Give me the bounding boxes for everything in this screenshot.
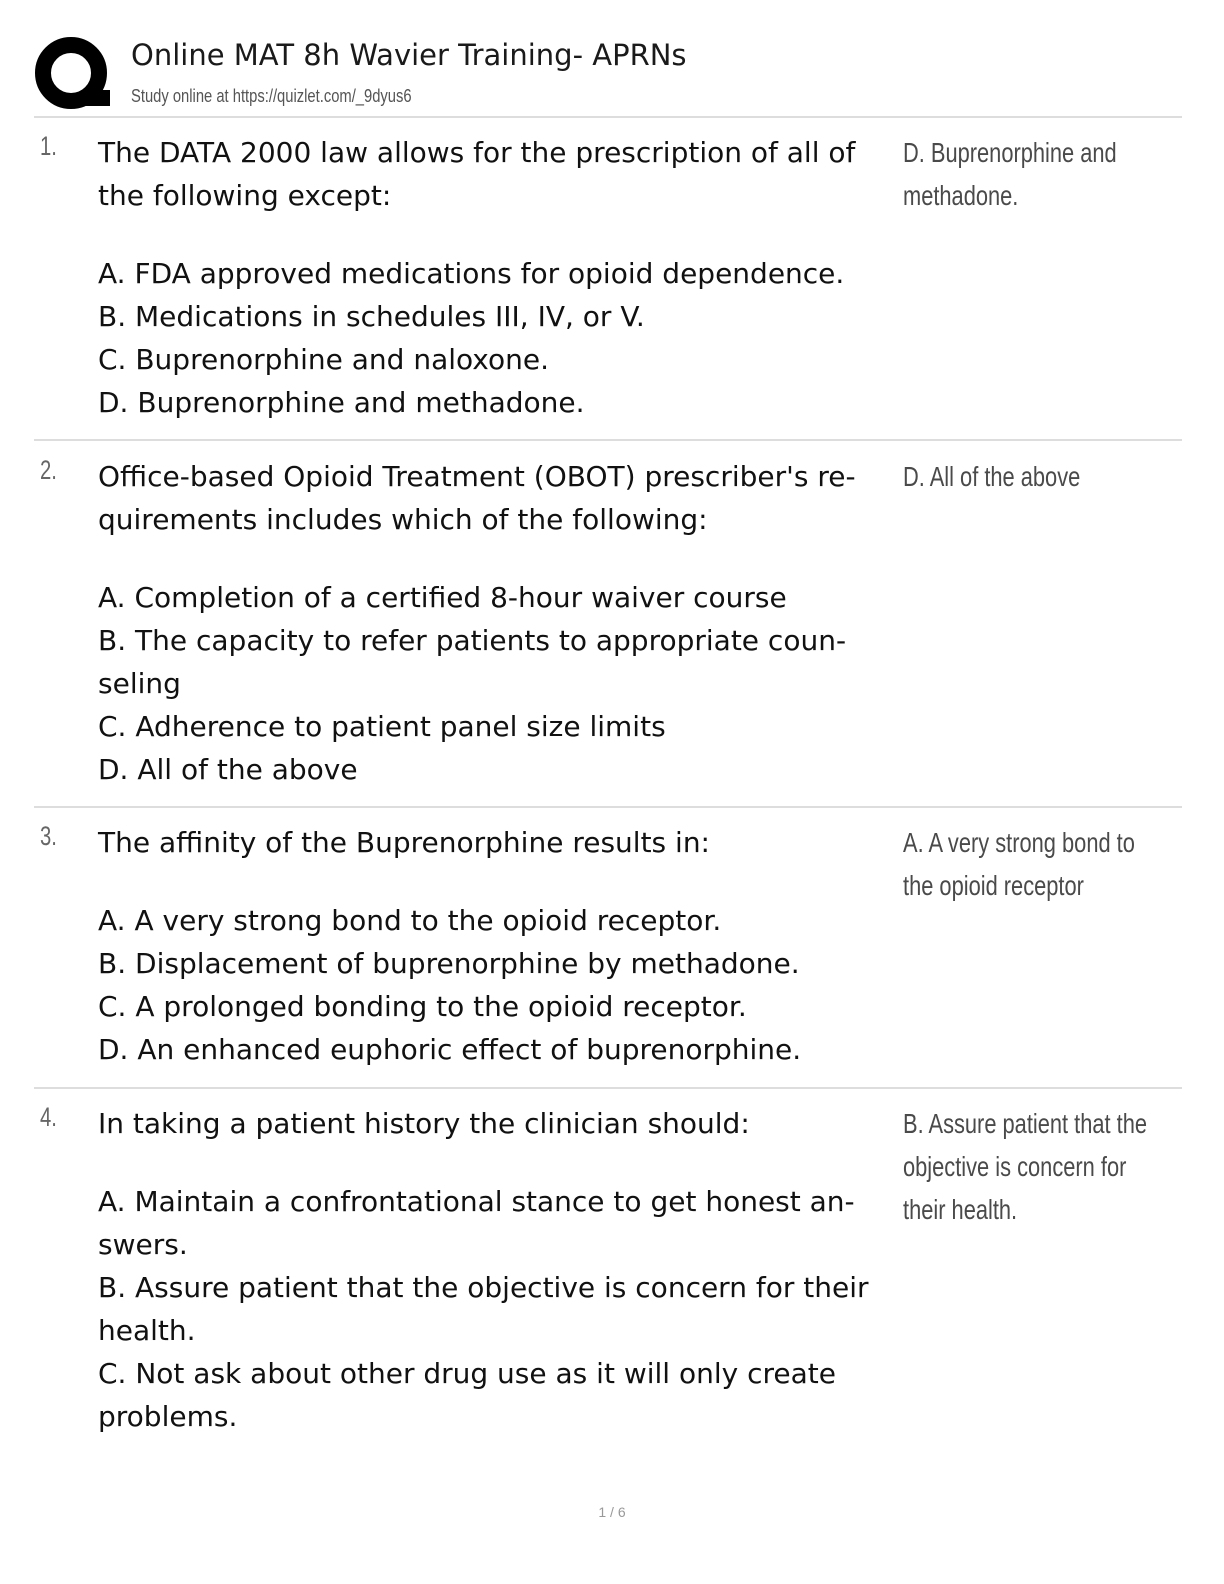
option-a-cont: swers. <box>98 1228 188 1261</box>
card-answer <box>903 455 1163 498</box>
option-d: D. An enhanced euphoric effect of buprenorphine. <box>98 1033 802 1066</box>
answer-line: D. All of the above <box>903 461 1081 492</box>
option-c-cont: problems. <box>98 1400 238 1433</box>
option-a: A. A very strong bond to the opioid receptor. <box>98 904 722 937</box>
page-number: 1 / 6 <box>598 1504 626 1520</box>
card-number: 2. <box>40 455 57 485</box>
spacer <box>98 1145 898 1180</box>
divider <box>34 116 1182 118</box>
option-a: A. Completion of a certified 8-hour waiver course <box>98 581 787 614</box>
answer-line: their health. <box>903 1194 1018 1225</box>
answer-line: objective is concern for <box>903 1151 1127 1182</box>
card-term <box>98 821 898 1071</box>
card-answer <box>903 131 1163 217</box>
option-b: B. Medications in schedules III, IV, or V. <box>98 300 645 333</box>
term-line: The DATA 2000 law allows for the prescription of all of <box>98 136 856 169</box>
card-term <box>98 131 898 424</box>
document-header <box>34 36 1182 116</box>
term-line: In taking a patient history the clinician should: <box>98 1107 750 1140</box>
card-number: 1. <box>40 131 57 161</box>
answer-line: the opioid receptor <box>903 870 1084 901</box>
option-c: C. Buprenorphine and naloxone. <box>98 343 550 376</box>
document-title: Online MAT 8h Wavier Training- APRNs <box>131 38 687 72</box>
option-c: C. Not ask about other drug use as it will only create <box>98 1357 836 1390</box>
option-d: D. Buprenorphine and methadone. <box>98 386 585 419</box>
term-line: The affinity of the Buprenorphine results in: <box>98 826 710 859</box>
card-number: 4. <box>40 1102 57 1132</box>
option-d: D. All of the above <box>98 753 358 786</box>
term-line: quirements includes which of the following: <box>98 503 708 536</box>
answer-line: D. Buprenorphine and <box>903 137 1117 168</box>
option-c: C. A prolonged bonding to the opioid receptor. <box>98 990 747 1023</box>
answer-line: methadone. <box>903 180 1019 211</box>
option-b: B. Displacement of buprenorphine by methadone. <box>98 947 800 980</box>
card-term <box>98 1102 898 1438</box>
study-online-link[interactable]: Study online at https://quizlet.com/_9dyus6 <box>131 86 412 106</box>
divider <box>34 806 1182 808</box>
term-line: Office-based Opioid Treatment (OBOT) prescriber's re- <box>98 460 856 493</box>
card-term <box>98 455 898 791</box>
answer-line: B. Assure patient that the <box>903 1108 1148 1139</box>
option-b-cont: health. <box>98 1314 196 1347</box>
spacer <box>98 541 898 576</box>
spacer <box>98 864 898 899</box>
option-b: B. The capacity to refer patients to appropriate coun- <box>98 624 847 657</box>
card-answer <box>903 1102 1163 1231</box>
term-line: the following except: <box>98 179 392 212</box>
option-a: A. FDA approved medications for opioid dependence. <box>98 257 845 290</box>
divider <box>34 1087 1182 1089</box>
answer-line: A. A very strong bond to <box>903 827 1135 858</box>
card-number: 3. <box>40 821 57 851</box>
option-a: A. Maintain a confrontational stance to get honest an- <box>98 1185 855 1218</box>
divider <box>34 439 1182 441</box>
quizlet-logo-icon <box>34 36 112 114</box>
option-b: B. Assure patient that the objective is concern for their <box>98 1271 869 1304</box>
spacer <box>98 217 898 252</box>
card-answer <box>903 821 1163 907</box>
option-b-cont: seling <box>98 667 181 700</box>
option-c: C. Adherence to patient panel size limits <box>98 710 666 743</box>
